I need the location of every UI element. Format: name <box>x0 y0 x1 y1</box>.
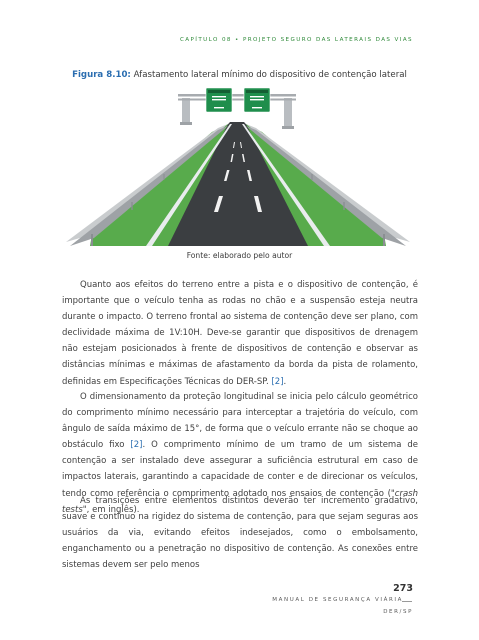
footer-title: MANUAL DE SEGURANÇA VIÁRIA <box>272 597 403 603</box>
figure-source: Fonte: elaborado pelo autor <box>186 251 293 260</box>
paragraph-1-end: . <box>283 376 287 387</box>
crash-tests-term: crash tests <box>62 488 418 515</box>
chapter-header: CAPÍTULO 08 • PROJETO SEGURO DAS LATERAIS DAS VIAS <box>180 37 413 43</box>
right-offset-label: ≥1,00m <box>348 179 367 184</box>
paragraph-2-middle: . O comprimento mínimo de um tramo de um sistema de contenção a ser instalado deve assegurar a suficiência estrutural em caso de impactos laterais, garantindo a capacidade de conter e de direcionar os veículos, tendo como referência o comprimento adotado nos ensaios de contenção (" <box>62 440 418 499</box>
paragraph-2-end: ", em inglês). <box>82 504 140 515</box>
left-offset-dimension <box>106 178 132 184</box>
figure-caption <box>0 70 479 80</box>
paragraph-1-text: Quanto aos efeitos do terreno entre a pista e o dispositivo de contenção, é importante que o veículo tenha as rodas no chão e a suspensão esteja neutra durante o impacto. O terreno frontal ao sistema de contenção deve ser plano, com declividade máxima de 1V:10H. Deve-se garantir que dispositivos de drenagem não estejam posicionados à frente de dispositivos de contenção e observar as distâncias mínimas e máximas de afastamento da borda da pista de rolamento, definidas em Especificações Técnicas do DER-SP. <box>62 280 418 387</box>
right-offset-dimension <box>344 178 370 184</box>
figure-label: Figura 8.10: <box>72 70 131 80</box>
paragraph-1 <box>62 277 418 390</box>
footer-organization: DER/SP <box>383 609 413 615</box>
reference-link[interactable]: [2] <box>271 376 284 387</box>
sign-board-right <box>244 88 270 112</box>
paragraph-2-text: O dimensionamento da proteção longitudinal se inicia pelo cálculo geométrico do comprimento mínimo necessário para interceptar a trajetória do veículo, com ângulo de saída máximo de 15°, de forma que o veículo errante não se choque ao obstáculo fixo <box>62 392 418 451</box>
paragraph-3-text: As transições entre elementos distintos deverão ter incremento gradativo, suave e contínuo na rigidez do sistema de contenção, para que sejam seguras aos usuários da via, evitando efeitos indesejados, como o embolsamento, enganchamento ou a penetração no dispositivo de contenção. As conexões entre sistemas devem ser pelo menos <box>62 496 418 571</box>
reference-link[interactable]: [2] <box>130 440 143 451</box>
page-number: 273 <box>393 583 413 594</box>
figure-caption-text: Afastamento lateral mínimo do dispositivo de contenção lateral <box>130 70 407 80</box>
paragraph-3 <box>62 493 418 573</box>
road-illustration <box>62 84 414 246</box>
left-offset-label: ≥1,00m <box>110 179 129 184</box>
sign-board-left <box>206 88 232 112</box>
footer-divider <box>402 601 412 602</box>
